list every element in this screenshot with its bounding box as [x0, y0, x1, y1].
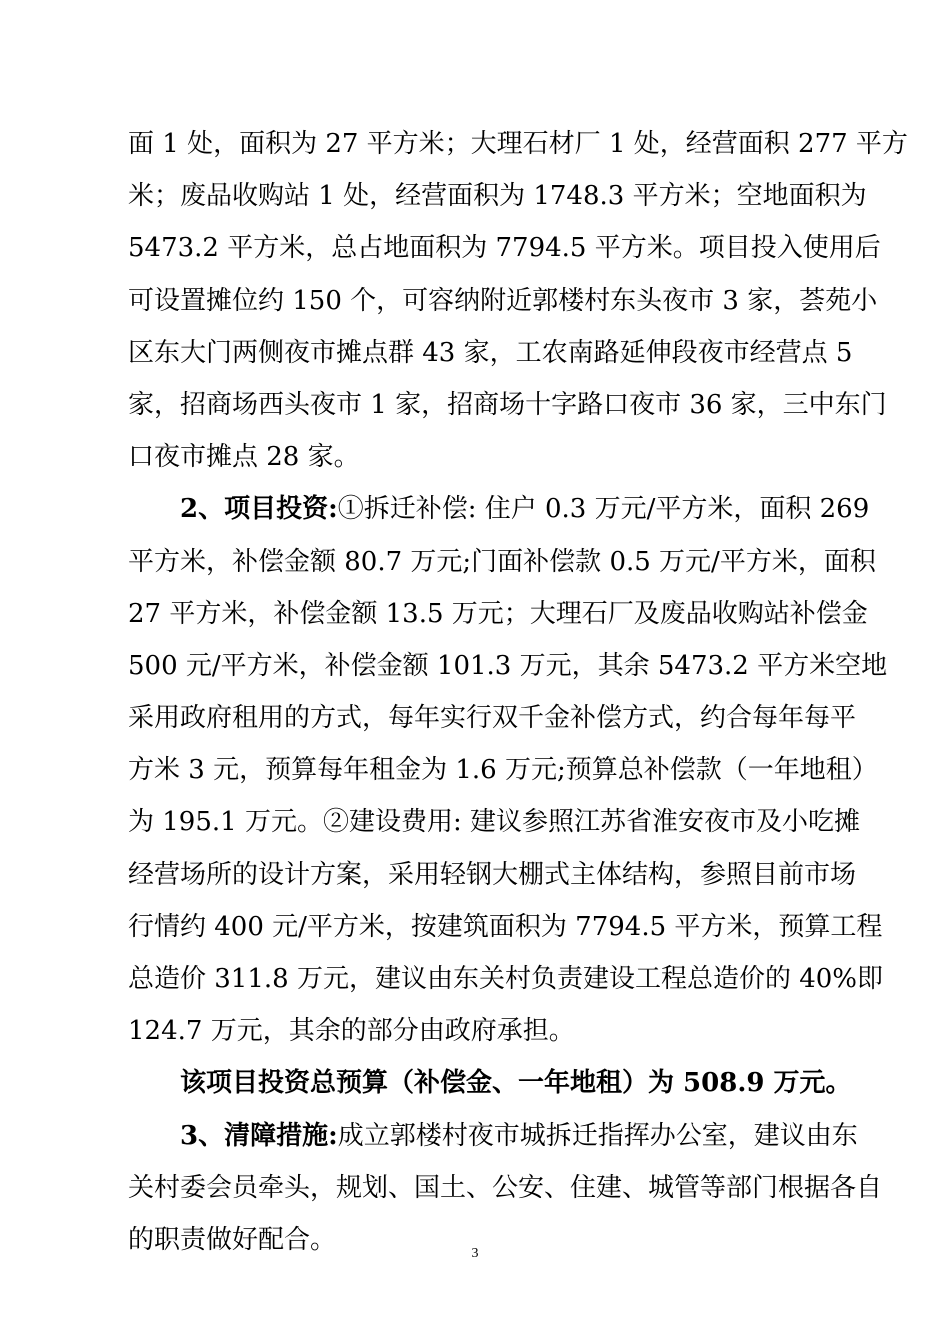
paragraph-line: 米；废品收购站 1 处，经营面积为 1748.3 平方米；空地面积为: [128, 181, 867, 212]
section-heading-investment: 2、项目投资:: [180, 494, 338, 525]
paragraph-line: 采用政府租用的方式，每年实行双千金补偿方式，约合每年每平: [128, 703, 857, 734]
section-text: ①拆迁补偿: 住户 0.3 万元/平方米，面积 269: [337, 494, 870, 525]
document-body: [128, 118, 908, 1266]
section-heading-clearance: 3、清障措施:: [180, 1120, 338, 1151]
paragraph-line: 5473.2 平方米，总占地面积为 7794.5 平方米。项目投入使用后: [128, 233, 881, 264]
total-budget-line: 该项目投资总预算（补偿金、一年地租）为 508.9 万元。: [180, 1068, 852, 1099]
paragraph-line: 可设置摊位约 150 个，可容纳附近郭楼村东头夜市 3 家，荟苑小: [128, 285, 878, 316]
paragraph-line: 面 1 处，面积为 27 平方米；大理石材厂 1 处，经营面积 277 平方: [128, 129, 908, 159]
page-number: 3: [471, 1246, 479, 1261]
paragraph-line: 124.7 万元，其余的部分由政府承担。: [128, 1016, 575, 1047]
section-investment-first-line: [128, 483, 870, 535]
paragraph-line: 区东大门两侧夜市摊点群 43 家，工农南路延伸段夜市经营点 5: [128, 337, 853, 368]
paragraph-line: 为 195.1 万元。②建设费用: 建议参照江苏省淮安夜市及小吃摊: [128, 807, 860, 838]
paragraph-line: 经营场所的设计方案，采用轻钢大棚式主体结构，参照目前市场: [128, 859, 857, 890]
paragraph-line: 总造价 311.8 万元，建议由东关村负责建设工程总造价的 40%即: [128, 964, 884, 994]
paragraph-line: 家，招商场西头夜市 1 家，招商场十字路口夜市 36 家，三中东门: [128, 389, 887, 420]
section-text: 成立郭楼村夜市城拆迁指挥办公室，建议由东: [337, 1120, 858, 1151]
paragraph-line: 的职责做好配合。: [128, 1224, 337, 1255]
paragraph-line: 平方米，补偿金额 80.7 万元;门面补偿款 0.5 万元/平方米，面积: [128, 546, 876, 577]
paragraph-line: 方米 3 元，预算每年租金为 1.6 万元;预算总补偿款（一年地租）: [128, 755, 878, 786]
paragraph-line: 行情约 400 元/平方米，按建筑面积为 7794.5 平方米，预算工程: [128, 911, 883, 942]
paragraph-line: 关村委会员牵头，规划、国土、公安、住建、城管等部门根据各自: [128, 1172, 883, 1203]
section-clearance-first-line: [128, 1110, 858, 1162]
paragraph-line: 27 平方米，补偿金额 13.5 万元；大理石厂及废品收购站补偿金: [128, 598, 868, 629]
paragraph-line: 口夜市摊点 28 家。: [128, 442, 360, 473]
paragraph-line: 500 元/平方米，补偿金额 101.3 万元，其余 5473.2 平方米空地: [128, 650, 888, 681]
